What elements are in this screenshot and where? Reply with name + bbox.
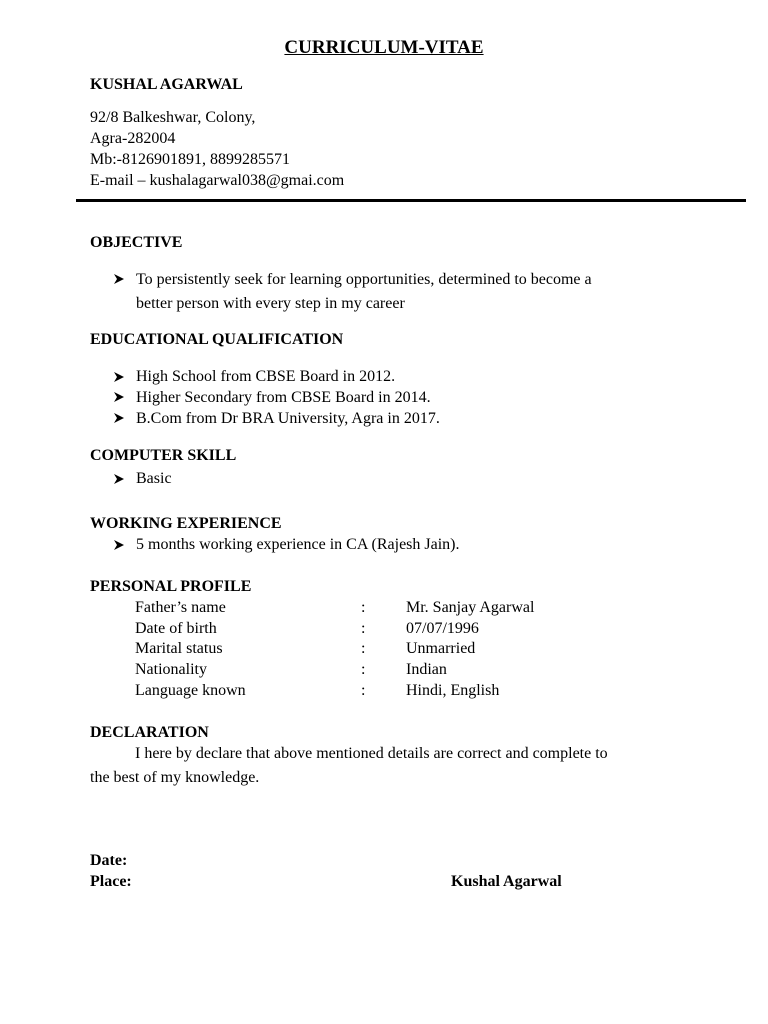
education-item: High School from CBSE Board in 2012. <box>136 368 396 385</box>
profile-separator: : <box>361 599 366 616</box>
personal-profile-heading: PERSONAL PROFILE <box>90 578 252 595</box>
profile-value: Hindi, English <box>406 682 500 699</box>
address-line-2: Agra-282004 <box>90 130 176 147</box>
profile-separator: : <box>361 620 366 637</box>
profile-separator: : <box>361 661 366 678</box>
candidate-name: KUSHAL AGARWAL <box>90 76 243 93</box>
objective-text-line-1: To persistently seek for learning opportunities, determined to become a <box>136 271 592 288</box>
profile-label: Father’s name <box>135 599 226 616</box>
phone-numbers: Mb:-8126901891, 8899285571 <box>90 151 290 168</box>
profile-value: Mr. Sanjay Agarwal <box>406 599 535 616</box>
arrowhead-bullet-icon <box>113 473 125 485</box>
document-title: CURRICULUM-VITAE <box>284 37 484 58</box>
header-divider <box>76 199 746 202</box>
objective-text-line-2: better person with every step in my career <box>136 295 405 312</box>
profile-label: Nationality <box>135 661 207 678</box>
signature-name: Kushal Agarwal <box>451 873 562 890</box>
profile-value: 07/07/1996 <box>406 620 479 637</box>
place-label: Place: <box>90 873 132 890</box>
profile-separator: : <box>361 640 366 657</box>
objective-heading: OBJECTIVE <box>90 234 183 251</box>
education-item: B.Com from Dr BRA University, Agra in 2017. <box>136 410 440 427</box>
arrowhead-bullet-icon <box>113 391 125 403</box>
education-item: Higher Secondary from CBSE Board in 2014. <box>136 389 431 406</box>
date-label: Date: <box>90 852 128 869</box>
declaration-heading: DECLARATION <box>90 724 209 741</box>
profile-value: Unmarried <box>406 640 476 657</box>
profile-label: Date of birth <box>135 620 217 637</box>
arrowhead-bullet-icon <box>113 412 125 424</box>
declaration-text-line-1: I here by declare that above mentioned details are correct and complete to <box>135 745 608 762</box>
declaration-text-line-2: the best of my knowledge. <box>90 769 260 786</box>
profile-label: Language known <box>135 682 246 699</box>
experience-heading: WORKING EXPERIENCE <box>90 515 282 532</box>
arrowhead-bullet-icon <box>113 539 125 551</box>
address-line-1: 92/8 Balkeshwar, Colony, <box>90 109 256 126</box>
education-heading: EDUCATIONAL QUALIFICATION <box>90 331 344 348</box>
arrowhead-bullet-icon <box>113 371 125 383</box>
computer-skill-item: Basic <box>136 470 172 487</box>
profile-value: Indian <box>406 661 447 678</box>
profile-separator: : <box>361 682 366 699</box>
arrowhead-bullet-icon <box>113 273 125 285</box>
email-address: E-mail – kushalagarwal038@gmai.com <box>90 172 345 189</box>
experience-item: 5 months working experience in CA (Rajesh Jain). <box>136 536 460 553</box>
computer-skill-heading: COMPUTER SKILL <box>90 447 237 464</box>
profile-label: Marital status <box>135 640 223 657</box>
